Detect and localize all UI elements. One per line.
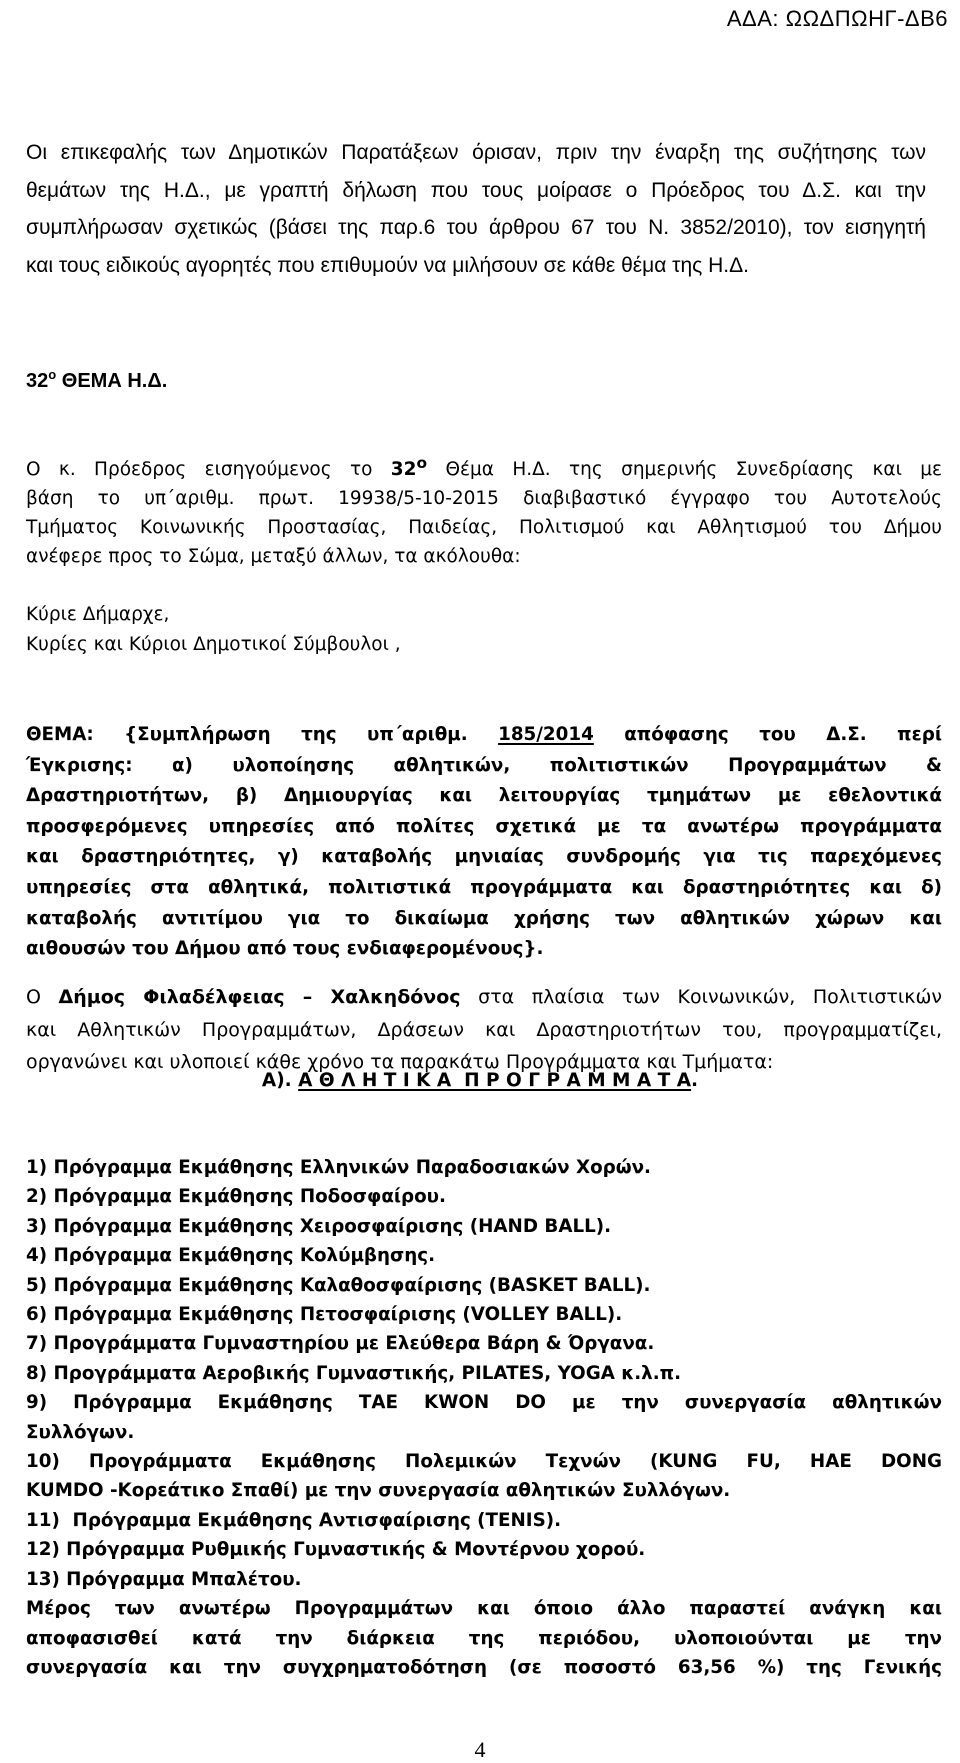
subject-line xyxy=(26,720,942,751)
president-text: Θέμα Η.Δ. της σημερινής Συνεδρίασης και με xyxy=(427,459,942,480)
program-item: 7) Προγράμματα Γυμναστηρίου με Ελεύθερα Βάρη & Όργανα. xyxy=(26,1333,655,1355)
programs-list xyxy=(26,1153,942,1682)
closing-line: συνεργασία και την συγχρηματοδότηση (σε ποσοστό 63,56 %) της Γενικής xyxy=(26,1656,942,1678)
subject-line xyxy=(26,751,942,782)
programs-title-text: Α Θ Λ Η Τ Ι Κ Α Π Ρ Ο Γ Ρ Α Μ Μ Α Τ Α xyxy=(298,1070,692,1091)
topic-number: 32 xyxy=(26,370,49,392)
intro-line: θεμάτων της Η.Δ., με γραπτή δήλωση που τους μοίρασε ο Πρόεδρος του Δ.Σ. και την xyxy=(26,178,926,202)
program-item: 5) Πρόγραμμα Εκμάθησης Καλαθοσφαίρισης (BASKET BALL). xyxy=(26,1274,651,1296)
program-item: 8) Προγράμματα Αεροβικής Γυμναστικής, PILATES, YOGA κ.λ.π. xyxy=(26,1362,682,1384)
program-item: 6) Πρόγραμμα Εκμάθησης Πετοσφαίρισης (VOLLEY BALL). xyxy=(26,1304,623,1326)
municipality-name: Δήμος Φιλαδέλφειας – Χαλκηδόνος xyxy=(58,986,461,1008)
municipality-line: και Αθλητικών Προγραμμάτων, Δράσεων και Δραστηριοτήτων του, προγραμματίζει, xyxy=(26,1018,942,1041)
subject-line: υπηρεσίες στα αθλητικά, πολιτιστικά προγράμματα και δραστηριότητες και δ) xyxy=(26,876,942,898)
program-item: 2) Πρόγραμμα Εκμάθησης Ποδοσφαίρου. xyxy=(26,1186,446,1208)
subject-text: Έγκρισης: xyxy=(26,754,133,776)
subject-line: Δραστηριοτήτων, β) Δημιουργίας και λειτουργίας τμημάτων με εθελοντικά xyxy=(26,785,942,807)
program-item: KUMDO -Κορεάτικο Σπαθί) με την συνεργασία αθλητικών Συλλόγων. xyxy=(26,1480,731,1502)
municipality-paragraph xyxy=(26,981,942,1079)
topic-heading xyxy=(26,367,168,393)
programs-title xyxy=(0,1070,960,1091)
closing-line: Μέρος των ανωτέρω Προγραμμάτων και όποιο άλλο παραστεί ανάγκη και xyxy=(26,1598,942,1620)
president-line xyxy=(26,455,942,484)
subject-text: α) υλοποίησης αθλητικών, πολιτιστικών Προγραμμάτων & xyxy=(171,754,942,776)
topic-title: ΘΕΜΑ Η.Δ. xyxy=(56,370,168,392)
intro-line: Οι επικεφαλής των Δημοτικών Παρατάξεων όρισαν, πριν την έναρξη της συζήτησης των xyxy=(26,141,926,164)
intro-line: και τους ειδικούς αγορητές που επιθυμούν να μιλήσουν σε κάθε θέμα της Η.Δ. xyxy=(26,253,749,277)
intro-line: συμπλήρωσαν σχετικώς (βάσει της παρ.6 του άρθρου 67 του Ν. 3852/2010), τον εισηγητή xyxy=(26,216,926,239)
topic-ordinal: ο xyxy=(48,367,57,382)
municipality-line xyxy=(26,981,942,1014)
intro-paragraph xyxy=(26,134,926,284)
president-line: βάση το υπ΄αριθμ. πρωτ. 19938/5-10-2015 διαβιβαστικό έγγραφο του Αυτοτελούς xyxy=(26,488,942,509)
program-item: 13) Πρόγραμμα Μπαλέτου. xyxy=(26,1568,302,1590)
municipality-text: Ο xyxy=(26,986,59,1008)
president-text: Ο κ. Πρόεδρος εισηγούμενος το xyxy=(26,459,391,480)
subject-line: και δραστηριότητες, γ) καταβολής μηνιαίας συνδρομής για τις παρεχόμενες xyxy=(26,846,942,868)
president-line: ανέφερε προς το Σώμα, μεταξύ άλλων, τα ακόλουθα: xyxy=(26,546,521,567)
subject-paragraph xyxy=(26,720,942,965)
greeting xyxy=(26,600,942,660)
programs-title-prefix: Α). xyxy=(261,1070,299,1091)
president-paragraph xyxy=(26,455,942,571)
programs-title-suffix: . xyxy=(691,1070,699,1091)
president-line: Τμήματος Κοινωνικής Προστασίας, Παιδείας, Πολιτισμού και Αθλητισμού του Δήμου xyxy=(26,517,942,538)
program-item: 10) Προγράμματα Εκμάθησης Πολεμικών Τεχνών (KUNG FU, HAE DONG xyxy=(26,1451,942,1473)
subject-text: ΘΕΜΑ: {Συμπλήρωση της υπ΄αριθμ. xyxy=(26,724,499,745)
program-item: Συλλόγων. xyxy=(26,1421,135,1443)
program-item: 11) Πρόγραμμα Εκμάθησης Αντισφαίρισης (TENIS). xyxy=(26,1509,562,1531)
program-item: 1) Πρόγραμμα Εκμάθησης Ελληνικών Παραδοσιακών Χορών. xyxy=(26,1157,651,1178)
closing-line: αποφασισθεί κατά την διάρκεια της περιόδου, υλοποιούνται με την xyxy=(26,1627,942,1649)
municipality-text: στα πλαίσια των Κοινωνικών, Πολιτιστικών xyxy=(460,986,942,1008)
ada-code: ΑΔΑ: ΩΩΔΠΩΗΓ-ΔΒ6 xyxy=(726,6,948,31)
subject-line: προσφερόμενες υπηρεσίες από πολίτες σχετικά με τα ανωτέρω προγράμματα xyxy=(26,815,942,837)
subject-text: απόφασης του Δ.Σ. περί xyxy=(593,724,942,745)
president-topic-number: 32 xyxy=(390,459,417,480)
program-item: 3) Πρόγραμμα Εκμάθησης Χειροσφαίρισης (HAND BALL). xyxy=(26,1215,612,1237)
subject-line: αιθουσών του Δήμου από τους ενδιαφερομένους}. xyxy=(26,938,544,960)
president-topic-ordinal: ο xyxy=(416,453,428,472)
municipality-line: οργανώνει και υλοποιεί κάθε χρόνο τα παρακάτω Προγράμματα και Τμήματα: xyxy=(26,1051,774,1073)
page-number: 4 xyxy=(474,1737,486,1762)
greeting-line: Κύριε Δήμαρχε, xyxy=(26,604,170,625)
program-item: 9) Πρόγραμμα Εκμάθησης ΤΑΕ KWON DO με την συνεργασία αθλητικών xyxy=(26,1392,942,1414)
subject-line: καταβολής αντιτίμου για το δικαίωμα χρήσης των αθλητικών χώρων και xyxy=(26,907,942,929)
program-item: 12) Πρόγραμμα Ρυθμικής Γυμναστικής & Μοντέρνου χορού. xyxy=(26,1539,646,1561)
decision-number: 185/2014 xyxy=(498,724,594,745)
program-item: 4) Πρόγραμμα Εκμάθησης Κολύμβησης. xyxy=(26,1245,436,1267)
greeting-line: Κυρίες και Κύριοι Δημοτικοί Σύμβουλοι , xyxy=(26,634,401,655)
